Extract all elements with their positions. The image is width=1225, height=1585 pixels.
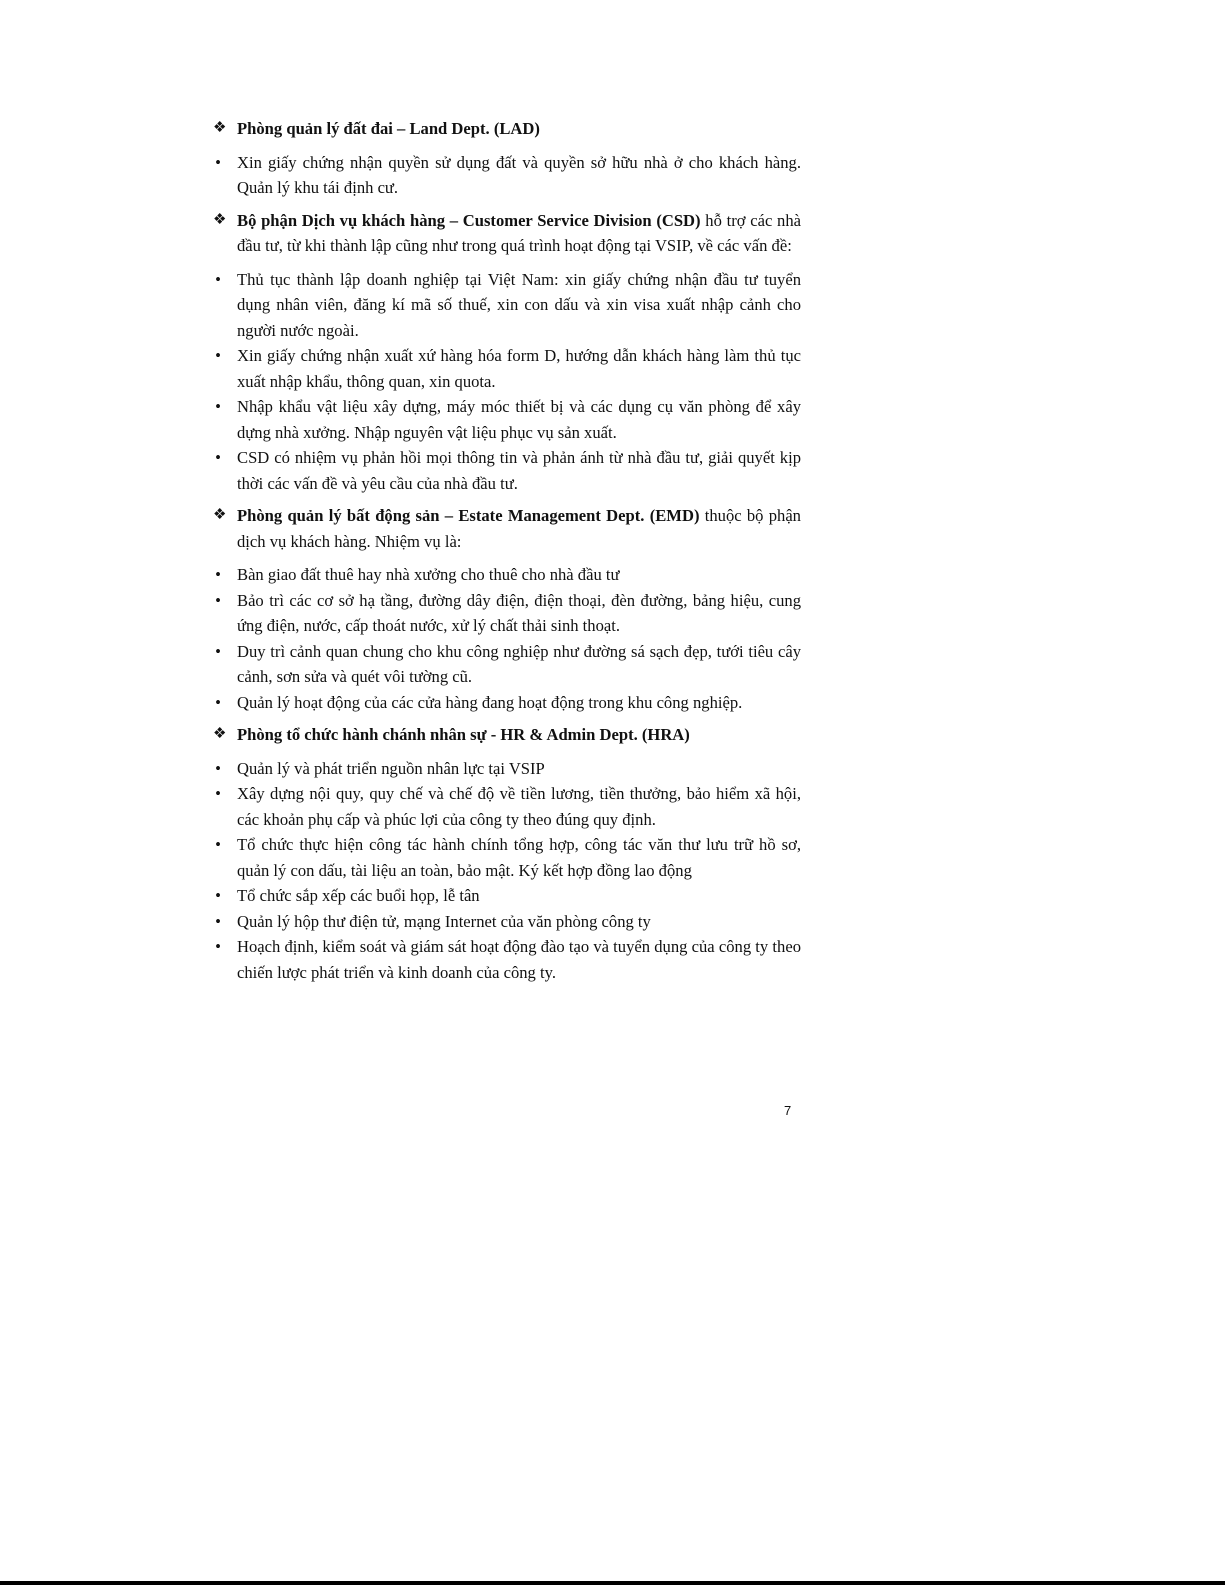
bottom-edge-divider (0, 1581, 1225, 1585)
section-heading-csd (213, 208, 801, 259)
list-item-text: CSD có nhiệm vụ phản hồi mọi thông tin và phản ánh từ nhà đầu tư, giải quyết kịp thời các vấn đề và yêu cầu của nhà đầu tư. (237, 448, 801, 493)
list-item (213, 781, 801, 832)
list-item-text: Xin giấy chứng nhận quyền sử dụng đất và quyền sở hữu nhà ở cho khách hàng. Quản lý khu tái định cư. (237, 152, 801, 197)
list-item (213, 394, 801, 445)
list-item-text: Quản lý và phát triển nguồn nhân lực tại VSIP (237, 758, 545, 778)
section-heading-bold: Phòng tổ chức hành chánh nhân sự - HR & Admin Dept. (HRA) (237, 725, 690, 744)
list-item (213, 343, 801, 394)
bullet-dot-icon: • (215, 152, 221, 172)
list-item-text: Hoạch định, kiểm soát và giám sát hoạt động đào tạo và tuyển dụng của công ty theo chiến lược phát triển và kinh doanh của công ty. (237, 937, 801, 982)
section-heading-lad (213, 116, 801, 142)
document-page (213, 116, 801, 992)
list-item (213, 267, 801, 344)
list-item (213, 150, 801, 201)
bullet-dot-icon: • (215, 886, 221, 905)
section-heading-emd (213, 503, 801, 554)
list-item (213, 690, 801, 716)
bullet-list (213, 756, 801, 986)
list-item-text: Duy trì cảnh quan chung cho khu công nghiệp như đường sá sạch đẹp, tưới tiêu cây cảnh, sơn sửa và quét vôi tường cũ. (237, 641, 801, 686)
section-heading-text: hỗ trợ các nhà đầu tư, từ khi thành lập cũng như trong quá trình hoạt động tại VSIP, về các vấn đề: (237, 210, 801, 255)
list-item-text: Xây dựng nội quy, quy chế và chế độ về tiền lương, tiền thưởng, bảo hiểm xã hội, các khoản phụ cấp và phúc lợi của công ty theo đúng quy định. (237, 784, 801, 829)
section-heading-bold: Bộ phận Dịch vụ khách hàng – Customer Service Division (CSD) (237, 210, 701, 230)
list-item-text: Thủ tục thành lập doanh nghiệp tại Việt Nam: xin giấy chứng nhận đầu tư tuyển dụng nhân viên, đăng kí mã số thuế, xin con dấu và xin visa xuất nhập cảnh cho người nước ngoài. (237, 269, 801, 340)
bullet-dot-icon: • (215, 565, 221, 584)
diamond-bullet-icon: ❖ (213, 507, 227, 523)
list-item (213, 756, 801, 782)
list-item (213, 445, 801, 496)
list-item-text: Quản lý hộp thư điện tử, mạng Internet của văn phòng công ty (237, 911, 651, 931)
list-item-text: Tổ chức thực hiện công tác hành chính tổng hợp, công tác văn thư lưu trữ hồ sơ, quản lý con dấu, tài liệu an toàn, bảo mật. Ký kết hợp đồng lao động (237, 835, 801, 880)
list-item-text: Quản lý hoạt động của các cửa hàng đang hoạt động trong khu công nghiệp. (237, 692, 743, 712)
list-item (213, 883, 801, 909)
bullet-dot-icon: • (215, 784, 221, 803)
page-number: 7 (784, 1103, 792, 1118)
list-item (213, 639, 801, 690)
bullet-dot-icon: • (215, 911, 221, 931)
bullet-dot-icon: • (215, 641, 221, 661)
list-item-text: Bàn giao đất thuê hay nhà xưởng cho thuê cho nhà đầu tư (237, 565, 620, 584)
section-heading-text: thuộc bộ phận dịch vụ khách hàng. Nhiệm vụ là: (237, 506, 801, 551)
list-item (213, 832, 801, 883)
list-item (213, 588, 801, 639)
bullet-list (213, 150, 801, 201)
diamond-bullet-icon: ❖ (213, 120, 227, 136)
bullet-dot-icon: • (215, 937, 221, 956)
list-item (213, 562, 801, 588)
bullet-dot-icon: • (215, 758, 221, 778)
section-heading-bold: Phòng quản lý đất đai – Land Dept. (LAD) (237, 119, 540, 138)
bullet-dot-icon: • (215, 269, 221, 289)
bullet-dot-icon: • (215, 692, 221, 712)
list-item-text: Tổ chức sắp xếp các buổi họp, lễ tân (237, 886, 480, 905)
list-item-text: Nhập khẩu vật liệu xây dựng, máy móc thiết bị và các dụng cụ văn phòng để xây dựng nhà xưởng. Nhập nguyên vật liệu phục vụ sản xuất. (237, 397, 801, 442)
bullet-dot-icon: • (215, 397, 221, 416)
bullet-dot-icon: • (215, 590, 221, 610)
section-heading-bold: Phòng quản lý bất động sản – Estate Management Dept. (EMD) (237, 506, 700, 525)
bullet-list (213, 267, 801, 497)
section-heading-hra (213, 722, 801, 748)
bullet-dot-icon: • (215, 835, 221, 854)
diamond-bullet-icon: ❖ (213, 726, 227, 742)
diamond-bullet-icon: ❖ (213, 211, 227, 228)
bullet-dot-icon: • (215, 346, 221, 365)
bullet-list (213, 562, 801, 715)
list-item-text: Bảo trì các cơ sở hạ tầng, đường dây điện, điện thoại, đèn đường, bảng hiệu, cung ứng điện, nước, cấp thoát nước, xử lý chất thải sinh thoạt. (237, 590, 801, 635)
list-item (213, 934, 801, 985)
list-item (213, 909, 801, 935)
list-item-text: Xin giấy chứng nhận xuất xứ hàng hóa form D, hướng dẫn khách hàng làm thủ tục xuất nhập khẩu, thông quan, xin quota. (237, 346, 801, 391)
bullet-dot-icon: • (215, 448, 221, 467)
